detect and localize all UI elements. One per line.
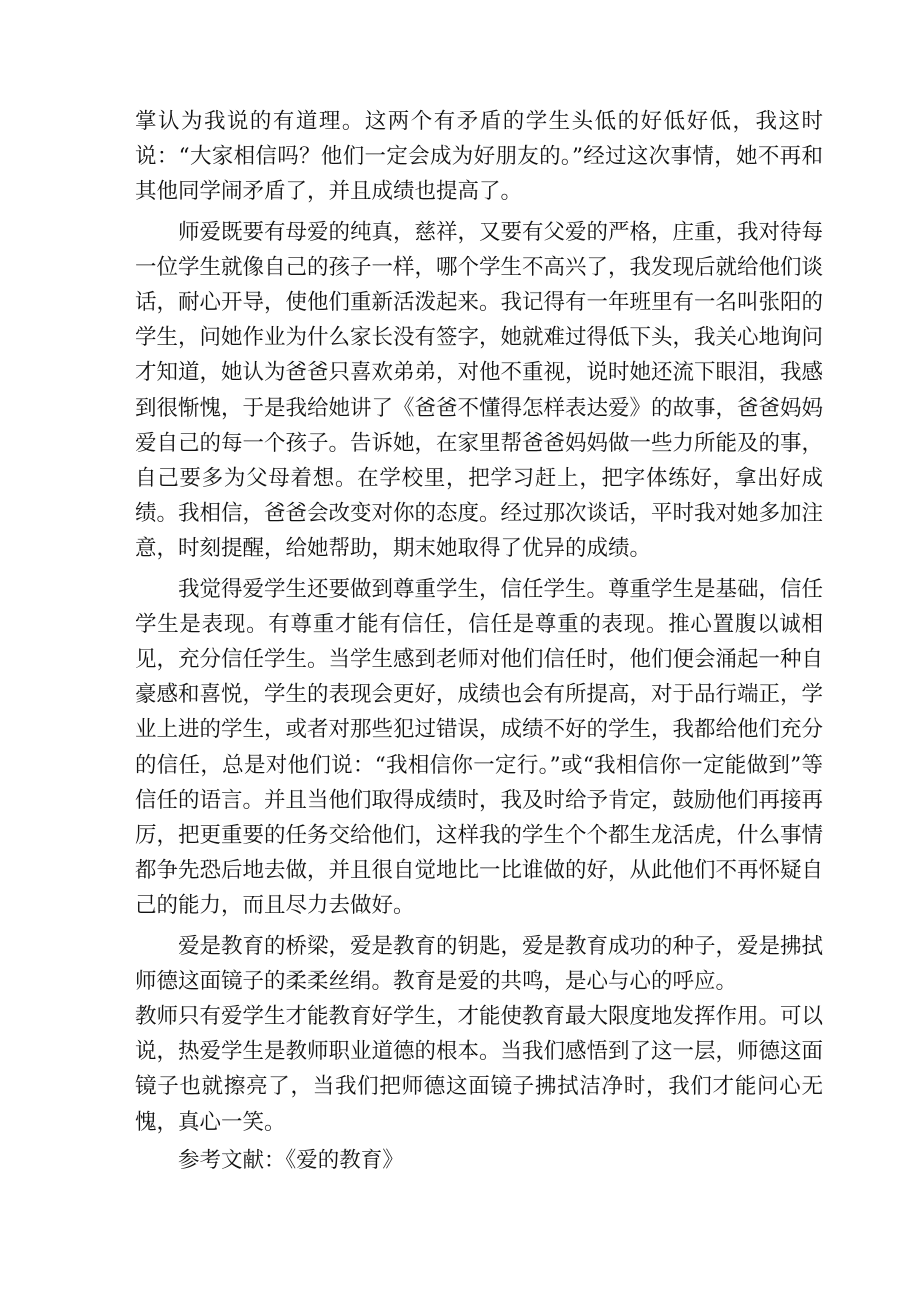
paragraph-4: 爱是教育的桥梁，爱是教育的钥匙，爱是教育成功的种子，爱是拂拭师德这面镜子的柔柔丝绢。教育是爱的共鸣，是心与心的呼应。 (135, 933, 824, 994)
paragraph-2: 师爱既要有母爱的纯真，慈祥，又要有父爱的严格，庄重，我对待每一位学生就像自己的孩子一样，哪个学生不高兴了，我发现后就给他们谈话，耐心开导，使他们重新活泼起来。我记得有一年班里有一名叫张阳的学生，问她作业为什么家长没有签字，她就难过得低下头，我关心地询问才知道，她认为爸爸只喜欢弟弟，对他不重视，说时她还流下眼泪，我感到很惭愧，于是我给她讲了《爸爸不懂得怎样表达爱》的故事，爸爸妈妈爱自己的每一个孩子。告诉她，在家里帮爸爸妈妈做一些力所能及的事，自己要多为父母着想。在学校里，把学习赶上，把字体练好，拿出好成绩。我相信，爸爸会改变对你的态度。经过那次谈话，平时我对她多加注意，时刻提醒，给她帮助，期末她取得了优异的成绩。 (135, 219, 824, 562)
paragraph-3: 我觉得爱学生还要做到尊重学生，信任学生。尊重学生是基础，信任学生是表现。有尊重才能有信任，信任是尊重的表现。推心置腹以诚相见，充分信任学生。当学生感到老师对他们信任时，他们便会涌起一种自豪感和喜悦，学生的表现会更好，成绩也会有所提高，对于品行端正，学业上进的学生，或者对那些犯过错误，成绩不好的学生，我都给他们充分的信任，总是对他们说：“我相信你一定行。”或“我相信你一定能做到”等信任的语言。并且当他们取得成绩时，我及时给予肯定，鼓励他们再接再厉，把更重要的任务交给他们，这样我的学生个个都生龙活虎，什么事情都争先恐后地去做，并且很自觉地比一比谁做的好，从此他们不再怀疑自己的能力，而且尽力去做好。 (135, 576, 824, 919)
document-body (135, 104, 823, 1178)
paragraph-5: 教师只有爱学生才能教育好学生，才能使教育最大限度地发挥作用。可以说，热爱学生是教师职业道德的根本。当我们感悟到了这一层，师德这面镜子也就擦亮了，当我们把师德这面镜子拂拭洁净时，我们才能问心无愧，真心一笑。 (135, 1004, 824, 1135)
reference-line: 参考文献：《爱的教育》 (178, 1147, 404, 1173)
paragraph-1: 掌认为我说的有道理。这两个有矛盾的学生头低的好低好低，我这时说：“大家相信吗？他们一定会成为好朋友的。”经过这次事情，她不再和其他同学闹矛盾了，并且成绩也提高了。 (135, 109, 823, 205)
